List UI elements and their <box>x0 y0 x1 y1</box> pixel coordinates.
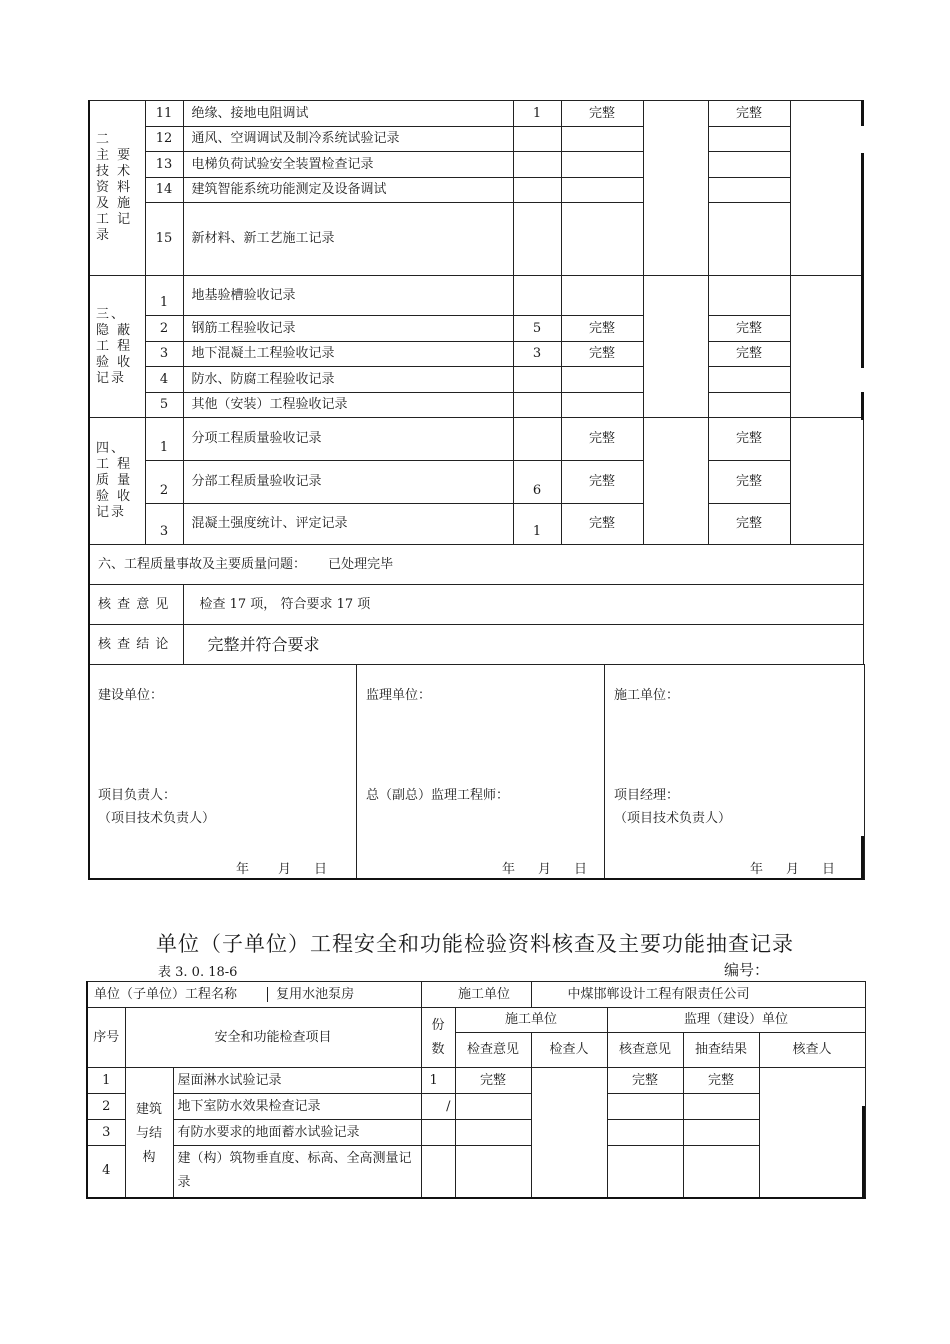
blank-cell <box>790 276 863 418</box>
section6-value: 已处理完毕 <box>328 556 394 572</box>
date-month: 月 <box>786 862 800 877</box>
row-count: 3 <box>513 342 561 367</box>
blank-cell <box>790 418 863 545</box>
edge-mark <box>862 1106 865 1198</box>
builder-name: 中煤邯郸设计工程有限责任公司 <box>531 982 865 1008</box>
row-seq: 4 <box>87 1146 125 1198</box>
section6-label: 六、工程质量事故及主要质量问题： <box>98 556 307 572</box>
row-sup-result <box>683 1094 759 1120</box>
date-year: 年 <box>236 862 250 877</box>
row-result: 完整 <box>708 504 790 545</box>
row-sup-opinion <box>607 1146 683 1198</box>
row-no: 13 <box>145 152 183 178</box>
row-count: 6 <box>513 461 561 504</box>
row-item: 电梯负荷试验安全装置检查记录 <box>183 152 513 178</box>
row-sup-result: 完整 <box>683 1068 759 1094</box>
serial-number-label: 编号： <box>724 961 770 979</box>
row-item: 钢筋工程验收记录 <box>183 316 513 342</box>
row-item: 防水、防腐工程验收记录 <box>183 367 513 393</box>
header-builder-group: 施工单位 <box>455 1008 607 1033</box>
project-name-value: 复用水池泵房 <box>267 987 354 1002</box>
row-item: 地下室防水效果检查记录 <box>173 1094 421 1120</box>
row-copies: 1 <box>421 1068 455 1094</box>
row-count <box>513 367 561 393</box>
row-item: 屋面淋水试验记录 <box>173 1068 421 1094</box>
header-seq: 序号 <box>87 1008 125 1068</box>
row-result: 完整 <box>708 342 790 367</box>
supervision-unit-person: 总（副总）监理工程师： <box>366 788 510 803</box>
review-conclusion-label: 核 查 结 论 <box>89 625 183 665</box>
review-opinion-label: 核 查 意 见 <box>89 585 183 625</box>
builder-unit-person: 项目经理： <box>614 788 680 803</box>
row-item: 混凝土强度统计、评定记录 <box>183 504 513 545</box>
row-check <box>561 367 643 393</box>
row-result <box>708 178 790 203</box>
row-seq: 3 <box>87 1120 125 1146</box>
row-no: 3 <box>145 504 183 545</box>
row-no: 3 <box>145 342 183 367</box>
row-result <box>708 367 790 393</box>
row-builder-opinion <box>455 1146 531 1198</box>
row-count <box>513 418 561 461</box>
row-copies <box>421 1146 455 1198</box>
row-result: 完整 <box>708 461 790 504</box>
row-checker <box>643 101 708 276</box>
header-builder-checker: 检查人 <box>531 1033 607 1068</box>
row-builder-opinion: 完整 <box>455 1068 531 1094</box>
row-item: 有防水要求的地面蓄水试验记录 <box>173 1120 421 1146</box>
row-no: 4 <box>145 367 183 393</box>
header-builder-opinion: 检查意见 <box>455 1033 531 1068</box>
row-item: 分部工程质量验收记录 <box>183 461 513 504</box>
date-year: 年 <box>750 862 764 877</box>
row-no: 11 <box>145 101 183 127</box>
section2-label: 二 主 要 技 术 资 料 及 施 工 记 录 <box>89 101 145 276</box>
row-no: 12 <box>145 127 183 152</box>
project-name-cell <box>87 982 421 1008</box>
row-seq: 2 <box>87 1094 125 1120</box>
row-check <box>561 276 643 316</box>
row-builder-opinion <box>455 1094 531 1120</box>
signature-divider <box>356 664 357 878</box>
row-count <box>513 178 561 203</box>
row-count: 1 <box>513 504 561 545</box>
row-result <box>708 203 790 276</box>
row-seq: 1 <box>87 1068 125 1094</box>
row-item: 分项工程质量验收记录 <box>183 418 513 461</box>
row-copies <box>421 1120 455 1146</box>
row-result <box>708 127 790 152</box>
row-sup-opinion: 完整 <box>607 1068 683 1094</box>
row-count <box>513 127 561 152</box>
edge-mark <box>861 100 864 126</box>
date-year: 年 <box>502 862 516 877</box>
row-item: 建筑智能系统功能测定及设备调试 <box>183 178 513 203</box>
date-day: 日 <box>574 862 588 877</box>
row-no: 14 <box>145 178 183 203</box>
construction-unit-title: 建设单位： <box>98 688 164 703</box>
date-month: 月 <box>538 862 552 877</box>
row-no: 15 <box>145 203 183 276</box>
row-checker <box>643 418 708 545</box>
row-no: 1 <box>145 276 183 316</box>
row-sup-checker <box>759 1068 865 1198</box>
row-item: 新材料、新工艺施工记录 <box>183 203 513 276</box>
row-item: 地基验槽验收记录 <box>183 276 513 316</box>
row-item: 其他（安装）工程验收记录 <box>183 393 513 418</box>
signature-divider <box>604 664 605 878</box>
row-result <box>708 393 790 418</box>
section3-label: 三、 隐 蔽 工 程 验 收 记录 <box>89 276 145 418</box>
row-no: 5 <box>145 393 183 418</box>
row-no: 1 <box>145 418 183 461</box>
row-sup-result <box>683 1146 759 1198</box>
page-title: 单位（子单位）工程安全和功能检验资料核查及主要功能抽查记录 <box>156 932 794 956</box>
review-conclusion-value: 完整并符合要求 <box>183 625 863 665</box>
header-copies: 份数 <box>421 1008 455 1068</box>
row-item: 建（构）筑物垂直度、标高、全高测量记录 <box>173 1146 421 1198</box>
row-result <box>708 276 790 316</box>
row-check: 完整 <box>561 461 643 504</box>
builder-unit-person2: （项目技术负责人） <box>614 811 732 826</box>
row-check: 完整 <box>561 342 643 367</box>
builder-label: 施工单位 <box>421 982 531 1008</box>
date-month: 月 <box>278 862 292 877</box>
row-result <box>708 152 790 178</box>
row-count <box>513 203 561 276</box>
header-supervisor-result: 抽查结果 <box>683 1033 759 1068</box>
row-sup-opinion <box>607 1120 683 1146</box>
row-item: 地下混凝土工程验收记录 <box>183 342 513 367</box>
project-name-label: 单位（子单位）工程名称 <box>94 986 238 1002</box>
table-number: 表 3. 0. 18-6 <box>158 965 238 980</box>
row-no: 2 <box>145 461 183 504</box>
row-check: 完整 <box>561 418 643 461</box>
row-check: 完整 <box>561 101 643 127</box>
row-check <box>561 393 643 418</box>
row-count <box>513 393 561 418</box>
quality-control-table <box>88 100 864 665</box>
row-item: 通风、空调调试及制冷系统试验记录 <box>183 127 513 152</box>
row-builder-opinion <box>455 1120 531 1146</box>
header-supervisor-opinion: 核查意见 <box>607 1033 683 1068</box>
row-result: 完整 <box>708 316 790 342</box>
header-supervisor-checker: 核查人 <box>759 1033 865 1068</box>
header-supervisor-group: 监理（建设）单位 <box>607 1008 865 1033</box>
row-count: 5 <box>513 316 561 342</box>
signature-block <box>88 664 865 880</box>
row-checker <box>643 276 708 418</box>
row-count <box>513 152 561 178</box>
row-count: 1 <box>513 101 561 127</box>
row-builder-checker <box>531 1068 607 1198</box>
row-result: 完整 <box>708 418 790 461</box>
row-no: 2 <box>145 316 183 342</box>
row-result: 完整 <box>708 101 790 127</box>
section4-label: 四、 工 程 质 量 验 收 记录 <box>89 418 145 545</box>
row-item: 绝缘、接地电阻调试 <box>183 101 513 127</box>
construction-unit-person: 项目负责人： <box>98 788 177 803</box>
row-check <box>561 127 643 152</box>
row-copies: / <box>421 1094 455 1120</box>
builder-unit-title: 施工单位： <box>614 688 680 703</box>
edge-mark <box>861 153 864 368</box>
row-check <box>561 178 643 203</box>
safety-function-table <box>86 981 866 1199</box>
row-sup-opinion <box>607 1094 683 1120</box>
date-day: 日 <box>822 862 836 877</box>
header-item: 安全和功能检查项目 <box>125 1008 421 1068</box>
edge-mark <box>861 836 864 880</box>
row-check <box>561 203 643 276</box>
row-check: 完整 <box>561 316 643 342</box>
section6-row <box>89 545 863 585</box>
row-check <box>561 152 643 178</box>
row-sup-result <box>683 1120 759 1146</box>
edge-mark <box>861 392 864 420</box>
supervision-unit-title: 监理单位： <box>366 688 432 703</box>
date-day: 日 <box>314 862 328 877</box>
category-cell: 建筑 与结 构 <box>125 1068 173 1198</box>
row-check: 完整 <box>561 504 643 545</box>
review-opinion-value: 检查 17 项， 符合要求 17 项 <box>183 585 863 625</box>
construction-unit-person2: （项目技术负责人） <box>98 811 216 826</box>
row-count <box>513 276 561 316</box>
blank-cell <box>790 101 863 276</box>
